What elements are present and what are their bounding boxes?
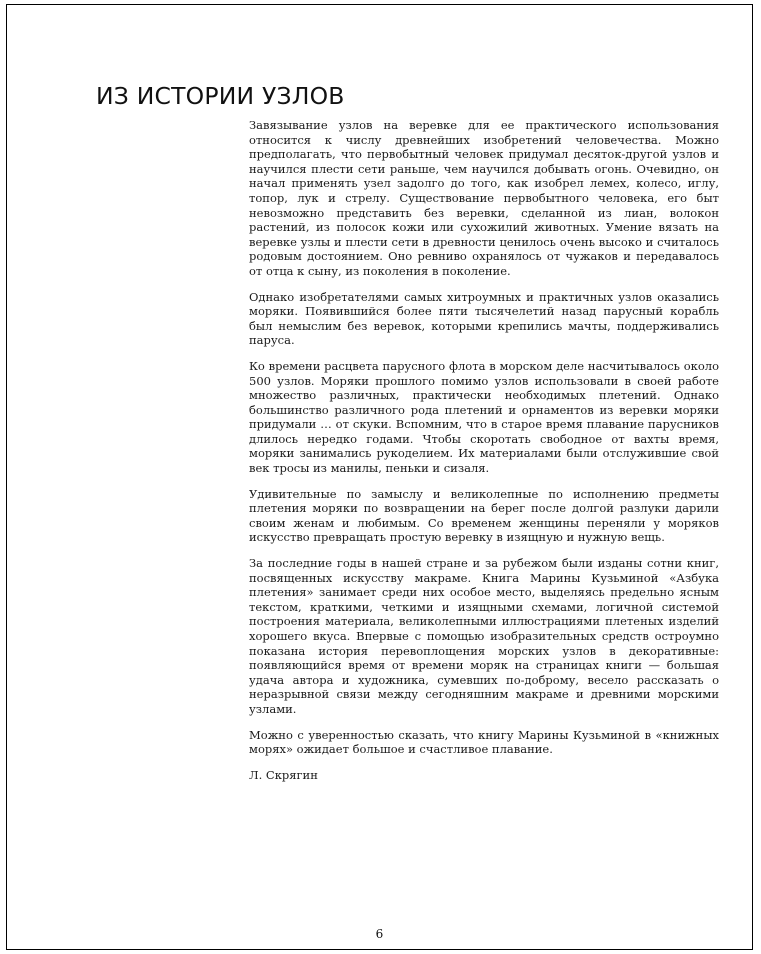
paragraph: Удивительные по замыслу и великолепные по исполнению предметы плетения моряки по возвращении на берег после долгой разлуки дарили своим женам и любимым. Со временем женщины переняли у моряков искусство превращать простую веревку в изящную и нужную вещь.	[249, 486, 719, 545]
paragraph: Ко времени расцвета парусного флота в морском деле насчитывалось около 500 узлов. Моряки прошлого помимо узлов использовали в своей работе множество различных, практически необходимых плетений. Однако большинство различного рода плетений и орнаментов из веревки моряки придумали … от скуки. Вспомним, что в старое время плавание парусников длилось нередко годами. Чтобы скоротать свободное от вахты время, моряки занимались рукоделием. Их материалами были отслужившие свой век тросы из манилы, пеньки и сизаля.	[249, 358, 719, 476]
paragraph: Однако изобретателями самых хитроумных и практичных узлов оказались моряки. Появившийся более пяти тысячелетий назад парусный корабль был немыслим без веревок, которыми крепились мачты, поддерживались паруса.	[249, 289, 719, 348]
book-page	[6, 4, 753, 950]
paragraph: Можно с уверенностью сказать, что книгу Марины Кузьминой в «книжных морях» ожидает большое и счастливое плавание.	[249, 727, 719, 757]
page-number: 6	[375, 927, 384, 941]
chapter-title: ИЗ ИСТОРИИ УЗЛОВ	[96, 82, 345, 110]
paragraph: Завязывание узлов на веревке для ее практического использования относится к числу древнейших изобретений человечества. Можно предполагать, что первобытный человек придумал десяток-другой узлов и научился плести сети раньше, чем научился добывать огонь. Очевидно, он начал применять узел задолго до того, как изобрел лемех, колесо, иглу, топор, лук и стрелу. Существование первобытного человека, его быт невозможно представить без веревки, сделанной из лиан, волокон растений, из полосок кожи или сухожилий животных. Умение вязать на веревке узлы и плести сети в древности ценилось очень высоко и считалось родовым достоянием. Оно ревниво охранялось от чужаков и передавалось от отца к сыну, из поколения в поколение.	[249, 118, 719, 278]
paragraph: За последние годы в нашей стране и за рубежом были изданы сотни книг, посвященных искусству макраме. Книга Марины Кузьминой «Азбука плетения» занимает среди них особое место, выделяясь предельно ясным текстом, краткими, четкими и изящными схемами, логичной системой построения материала, великолепными иллюстрациями плетеных изделий хорошего вкуса. Впервые с помощью изобразительных средств остроумно показана история перевоплощения морских узлов в декоративные: появляющийся время от времени моряк на страницах книги — большая удача автора и художника, сумевших по-доброму, весело рассказать о неразрывной связи между сегодняшним макраме и древними морскими узлами.	[249, 556, 719, 716]
author-signature: Л. Скрягин	[249, 767, 318, 782]
body-text	[249, 118, 719, 793]
